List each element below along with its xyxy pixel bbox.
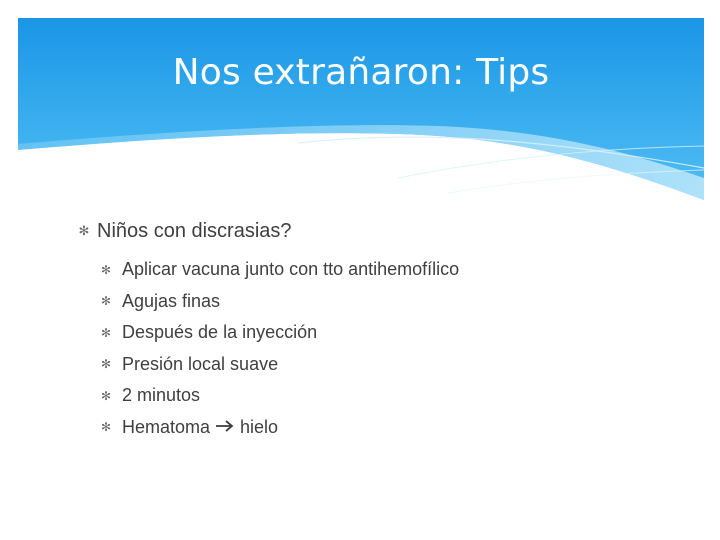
- asterisk-bullet-icon: ✻: [100, 294, 112, 309]
- list-item-level2: [78, 380, 698, 412]
- list-item-text: Aplicar vacuna junto con tto antihemofílico: [122, 259, 460, 280]
- list-item-text: Presión local suave: [122, 353, 279, 374]
- list-item-text: Después de la inyección: [122, 322, 318, 343]
- banner-wave-graphic: [18, 18, 704, 200]
- arrow-right-icon: [215, 417, 235, 438]
- list-item-text-after-arrow: hielo: [240, 416, 279, 437]
- list-item-level2: [78, 349, 698, 381]
- list-item-level2: [78, 286, 698, 318]
- list-item-text: Niños con discrasias?: [97, 219, 292, 242]
- list-item-text-before-arrow: Hematoma: [122, 416, 211, 437]
- asterisk-bullet-icon: ✻: [100, 420, 112, 435]
- asterisk-bullet-icon: ✻: [100, 262, 112, 277]
- list-item-text: Agujas finas: [122, 290, 221, 311]
- asterisk-bullet-icon: ✻: [100, 325, 112, 340]
- list-item-level2: [78, 317, 698, 349]
- slide-title: Nos extrañaron: Tips: [172, 52, 550, 93]
- asterisk-bullet-icon: ✻: [100, 357, 112, 372]
- list-item-level2: [78, 254, 698, 286]
- asterisk-bullet-icon: ✻: [78, 223, 90, 238]
- list-item-text: 2 minutos: [122, 385, 201, 406]
- list-item-level1: [78, 216, 698, 246]
- asterisk-bullet-icon: ✻: [100, 388, 112, 403]
- title-banner: [18, 18, 704, 200]
- bullet-list: [78, 216, 698, 443]
- list-item-level2: [78, 412, 698, 444]
